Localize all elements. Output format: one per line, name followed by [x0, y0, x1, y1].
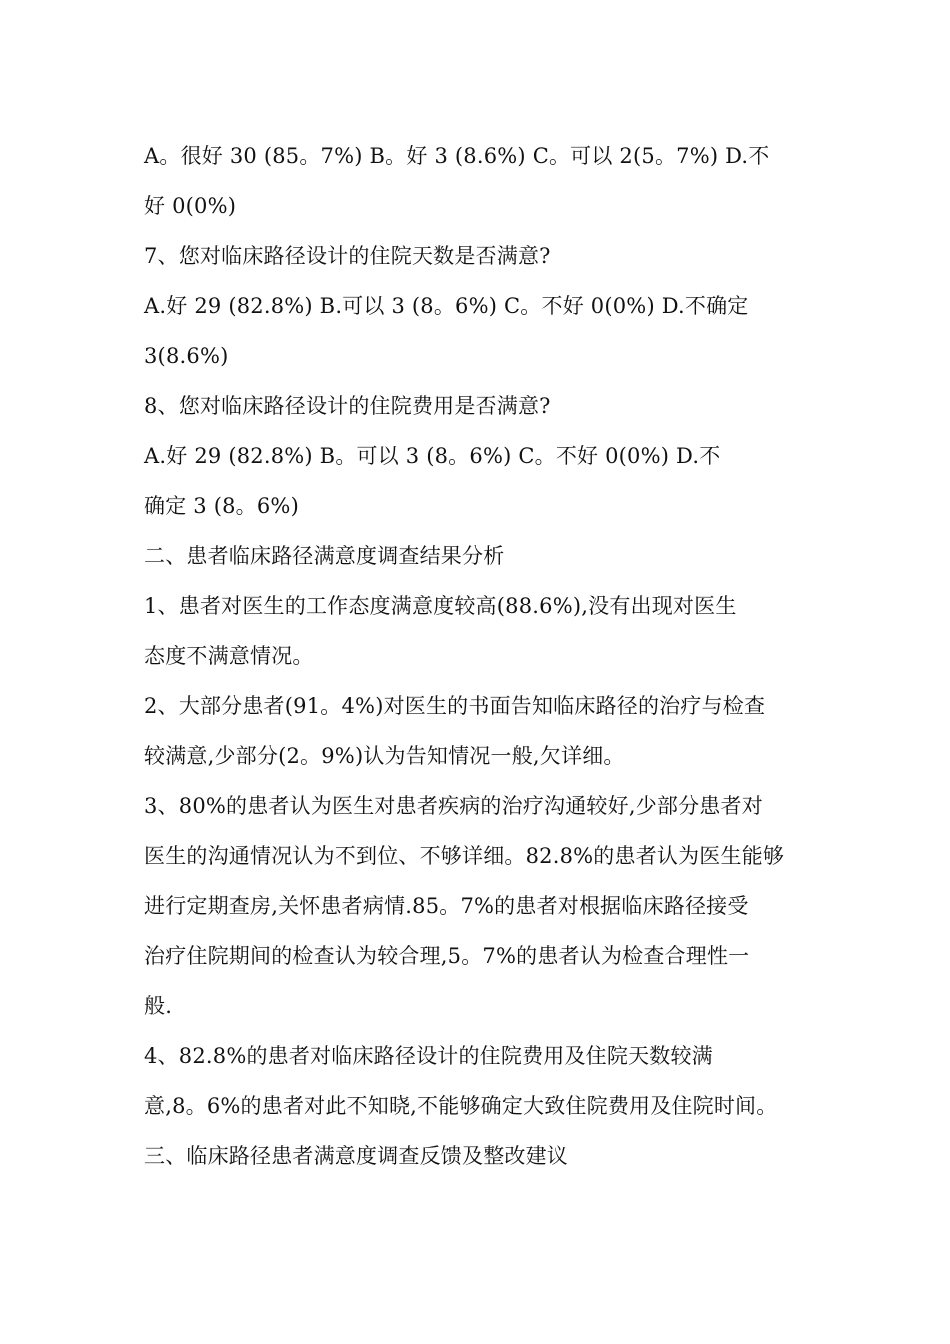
analysis-item-3-line-5: 般.	[144, 994, 173, 1018]
analysis-item-2-line-1: 2、大部分患者(91。4%)对医生的书面告知临床路径的治疗与检查	[144, 694, 766, 718]
document-body	[144, 131, 824, 1181]
q7-options-line-1: A.好 29 (82.8%) B.可以 3 (8。6%) C。不好 0(0%) D.不确定	[144, 294, 749, 318]
question-7: 7、您对临床路径设计的住院天数是否满意?	[144, 244, 551, 268]
section-heading-analysis: 二、患者临床路径满意度调查结果分析	[144, 544, 505, 568]
analysis-item-2-line-2: 较满意,少部分(2。9%)认为告知情况一般,欠详细。	[144, 744, 625, 768]
section-heading-feedback: 三、临床路径患者满意度调查反馈及整改建议	[144, 1144, 568, 1168]
question-8: 8、您对临床路径设计的住院费用是否满意?	[144, 394, 551, 418]
analysis-item-3-line-4: 治疗住院期间的检查认为较合理,5。7%的患者认为检查合理性一	[144, 944, 750, 968]
analysis-item-1-line-1: 1、患者对医生的工作态度满意度较高(88.6%),没有出现对医生	[144, 594, 737, 618]
analysis-item-3-line-2: 医生的沟通情况认为不到位、不够详细。82.8%的患者认为医生能够	[144, 844, 785, 868]
analysis-item-4-line-1: 4、82.8%的患者对临床路径设计的住院费用及住院天数较满	[144, 1044, 713, 1068]
q8-options-line-1: A.好 29 (82.8%) B。可以 3 (8。6%) C。不好 0(0%) D.不	[144, 444, 721, 468]
q8-options-line-2: 确定 3 (8。6%)	[144, 494, 299, 518]
q6-options-line-2: 好 0(0%)	[144, 194, 237, 218]
analysis-item-3-line-3: 进行定期查房,关怀患者病情.85。7%的患者对根据临床路径接受	[144, 894, 749, 918]
q6-options-line-1: A。很好 30 (85。7%) B。好 3 (8.6%) C。可以 2(5。7%) D.不	[144, 144, 770, 168]
q7-options-line-2: 3(8.6%)	[144, 344, 229, 368]
analysis-item-1-line-2: 态度不满意情况。	[144, 644, 314, 668]
analysis-item-3-line-1: 3、80%的患者认为医生对患者疾病的治疗沟通较好,少部分患者对	[144, 794, 763, 818]
analysis-item-4-line-2: 意,8。6%的患者对此不知晓,不能够确定大致住院费用及住院时间。	[144, 1094, 778, 1118]
